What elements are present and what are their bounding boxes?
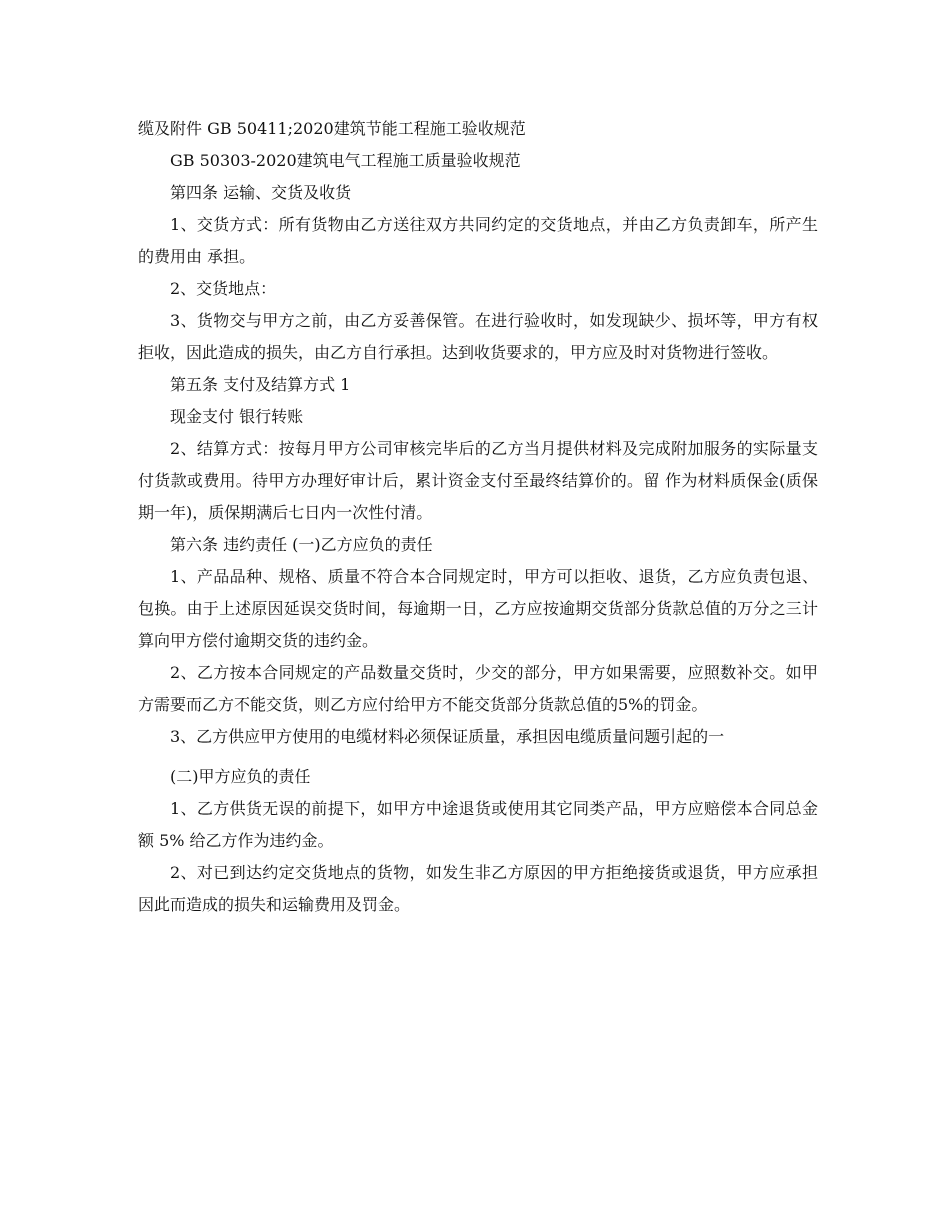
paragraph-payment-methods: 现金支付 银行转账 (170, 407, 304, 426)
section-heading-4: 第四条 运输、交货及收货 (170, 183, 352, 202)
paragraph-delivery-location: 2、交货地点： (170, 279, 277, 298)
section-heading-6: 第六条 违约责任 (一)乙方应负的责任 (170, 535, 433, 554)
section-heading-5: 第五条 支付及结算方式 1 (170, 375, 351, 394)
paragraph-2: GB 50303-2020建筑电气工程施工质量验收规范 (170, 151, 521, 170)
paragraph-liability-3: 3、乙方供应甲方使用的电缆材料必须保证质量，承担因电缆质量问题引起的一 (170, 727, 725, 746)
document-body (138, 113, 818, 921)
paragraph-party-a-1: 1、乙方供货无误的前提下，如甲方中途退货或使用其它同类产品，甲方应赔偿本合同总金额 5% 给乙方作为违约金。 (138, 799, 818, 850)
paragraph-liability-2: 2、乙方按本合同规定的产品数量交货时，少交的部分，甲方如果需要，应照数补交。如甲方需要而乙方不能交货，则乙方应付给甲方不能交货部分货款总值的5%的罚金。 (138, 663, 818, 714)
paragraph-liability-1: 1、产品品种、规格、质量不符合本合同规定时，甲方可以拒收、退货，乙方应负责包退、包换。由于上述原因延误交货时间，每逾期一日，乙方应按逾期交货部分货款总值的万分之三计算向甲方偿付逾期交货的违约金。 (138, 567, 818, 650)
paragraph-goods-storage: 3、货物交与甲方之前，由乙方妥善保管。在进行验收时，如发现缺少、损坏等，甲方有权拒收，因此造成的损失，由乙方自行承担。达到收货要求的，甲方应及时对货物进行签收。 (138, 311, 818, 362)
paragraph-party-a-2: 2、对已到达约定交货地点的货物，如发生非乙方原因的甲方拒绝接货或退货，甲方应承担因此而造成的损失和运输费用及罚金。 (138, 863, 818, 914)
subsection-heading-party-a: (二)甲方应负的责任 (170, 767, 311, 786)
paragraph-delivery-method: 1、交货方式：所有货物由乙方送往双方共同约定的交货地点，并由乙方负责卸车，所产生的费用由 承担。 (138, 215, 818, 266)
paragraph-1: 缆及附件 GB 50411;2020建筑节能工程施工验收规范 (138, 119, 526, 138)
spacer (138, 753, 818, 761)
paragraph-settlement: 2、结算方式：按每月甲方公司审核完毕后的乙方当月提供材料及完成附加服务的实际量支付货款或费用。待甲方办理好审计后，累计资金支付至最终结算价的。留 作为材料质保金(质保期一年)，质保期满后七日内一次性付清。 (138, 439, 818, 522)
